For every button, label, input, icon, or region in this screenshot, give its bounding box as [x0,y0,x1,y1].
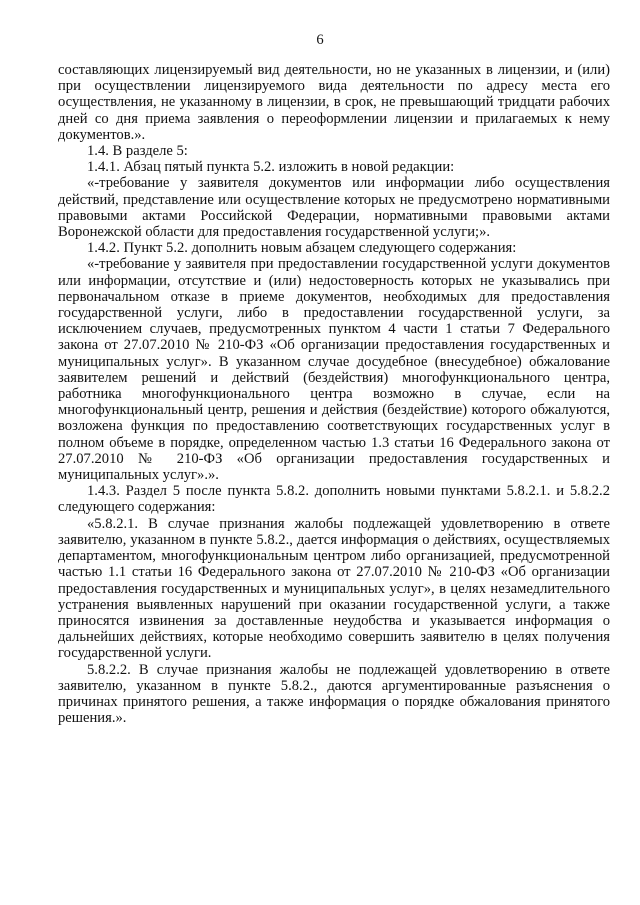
paragraph-9: 5.8.2.2. В случае признания жалобы не подлежащей удовлетворению в ответе заявителю, указанном в пункте 5.8.2., даются аргументированные разъяснения о причинах принятого решения, а также информация о порядке обжалования принятого решения.». [58,661,610,727]
paragraph-8: «5.8.2.1. В случае признания жалобы подлежащей удовлетворению в ответе заявителю, указанном в пункте 5.8.2., дается информация о действиях, осуществляемых департаментом, многофункциональным центром либо организацией, предусмотренной частью 1.1 статьи 16 Федерального закона от 27.07.2010 № 210-ФЗ «Об организации предоставления государственных и муниципальных услуг», в целях незамедлительного устранения выявленных нарушений при оказании государственной услуги, а также приносятся извинения за доставленные неудобства и указывается информация о дальнейших действиях, которые необходимо совершить заявителю в целях получения государственной услуги. [58,515,610,662]
paragraph-1: составляющих лицензируемый вид деятельности, но не указанных в лицензии, и (или) при осуществлении лицензируемого вида деятельности по адресу места его осуществления, не указанному в лицензии, в срок, не превышающий тридцати рабочих дней со дня приема заявления о переоформлении лицензии и прилагаемых к нему документов.». [58,62,610,143]
paragraph-5: 1.4.2. Пункт 5.2. дополнить новым абзацем следующего содержания: [87,240,517,257]
page-number: 6 [316,32,324,48]
paragraph-2: 1.4. В разделе 5: [87,143,188,160]
document-body [58,62,610,726]
paragraph-6: «-требование у заявителя при предоставлении государственной услуги документов или информации, отсутствие и (или) недостоверность которых не указывались при первоначальном отказе в приеме документов, необходимых для предоставления государственной услуги, либо в предоставлении государственной услуги, за исключением случаев, предусмотренных пунктом 4 части 1 статьи 7 Федерального закона от 27.07.2010 № 210-ФЗ «Об организации предоставления государственных и муниципальных услуг». В указанном случае досудебное (внесудебное) обжалование заявителем решений и действий (бездействия) многофункционального центра, работника многофункционального центра возможно в случае, если на многофункциональный центр, решения и действия (бездействие) которого обжалуются, возложена функция по предоставлению соответствующих государственных услуг в полном объеме в порядке, определенном частью 1.3 статьи 16 Федерального закона от 27.07.2010 № 210-ФЗ «Об организации предоставления государственных и муниципальных услуг».». [58,256,610,484]
paragraph-3: 1.4.1. Абзац пятый пункта 5.2. изложить в новой редакции: [87,159,455,176]
paragraph-7: 1.4.3. Раздел 5 после пункта 5.8.2. дополнить новыми пунктами 5.8.2.1. и 5.8.2.2 следующего содержания: [58,483,610,516]
paragraph-4: «-требование у заявителя документов или информации либо осуществления действий, представление или осуществление которых не предусмотрено нормативными правовыми актами Российской Федерации, нормативными правовыми актами Воронежской области для предоставления государственной услуги;». [58,175,610,241]
